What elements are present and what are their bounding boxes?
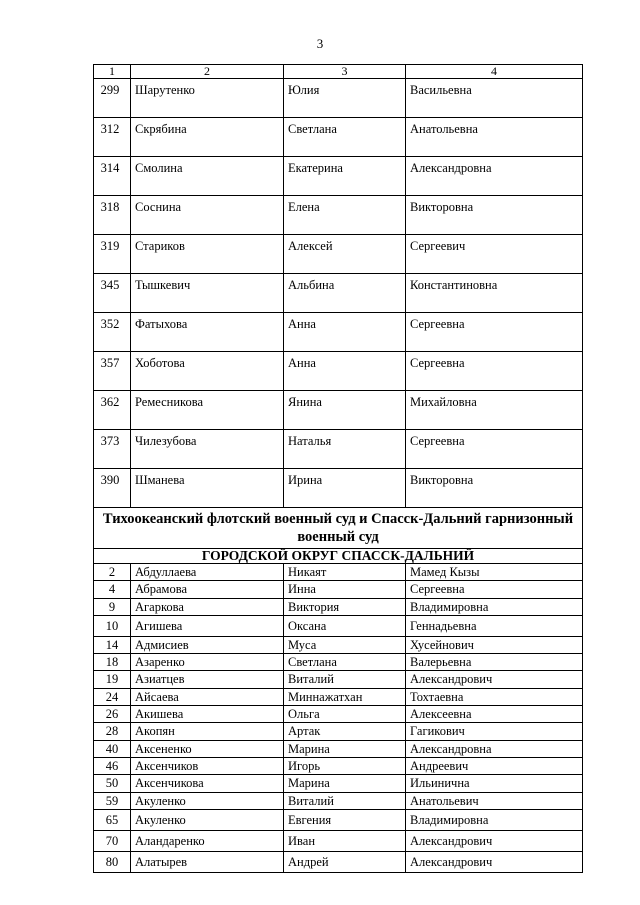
- row-number: 312: [94, 118, 131, 157]
- middle-name: Александрович: [406, 671, 583, 688]
- table-row: [94, 615, 583, 636]
- first-name: Марина: [284, 740, 406, 757]
- first-name: Инна: [284, 581, 406, 598]
- table-row: [94, 792, 583, 809]
- last-name: Ремесникова: [131, 391, 284, 430]
- first-name: Альбина: [284, 274, 406, 313]
- last-name: Акопян: [131, 723, 284, 740]
- row-number: 318: [94, 196, 131, 235]
- table-row: [94, 706, 583, 723]
- middle-name: Геннадьевна: [406, 615, 583, 636]
- first-name: Светлана: [284, 118, 406, 157]
- last-name: Шманева: [131, 469, 284, 508]
- last-name: Смолина: [131, 157, 284, 196]
- row-number: 19: [94, 671, 131, 688]
- table-row: [94, 79, 583, 118]
- last-name: Азиатцев: [131, 671, 284, 688]
- row-number: 50: [94, 775, 131, 792]
- row-number: 70: [94, 830, 131, 851]
- table-row: [94, 118, 583, 157]
- first-name: Наталья: [284, 430, 406, 469]
- middle-name: Андреевич: [406, 757, 583, 774]
- middle-name: Сергеевна: [406, 313, 583, 352]
- table-row: [94, 775, 583, 792]
- last-name: Хоботова: [131, 352, 284, 391]
- table-row: [94, 235, 583, 274]
- first-name: Никаят: [284, 564, 406, 581]
- middle-name: Сергеевна: [406, 352, 583, 391]
- first-name: Артак: [284, 723, 406, 740]
- row-number: 345: [94, 274, 131, 313]
- jurors-table: [93, 64, 583, 873]
- middle-name: Хусейнович: [406, 636, 583, 653]
- row-number: 314: [94, 157, 131, 196]
- row-number: 28: [94, 723, 131, 740]
- table-header-row: [94, 65, 583, 79]
- row-number: 40: [94, 740, 131, 757]
- table-row: [94, 740, 583, 757]
- table-row: [94, 469, 583, 508]
- middle-name: Ильиничнa: [406, 775, 583, 792]
- last-name: Скрябина: [131, 118, 284, 157]
- first-name: Муса: [284, 636, 406, 653]
- first-name: Виктория: [284, 598, 406, 615]
- row-number: 10: [94, 615, 131, 636]
- middle-name: Васильевна: [406, 79, 583, 118]
- table-row: [94, 352, 583, 391]
- last-name: Фатыхова: [131, 313, 284, 352]
- first-name: Ольга: [284, 706, 406, 723]
- row-number: 2: [94, 564, 131, 581]
- first-name: Оксана: [284, 615, 406, 636]
- table-row: [94, 671, 583, 688]
- last-name: Агаркова: [131, 598, 284, 615]
- middle-name: Александровна: [406, 740, 583, 757]
- page-number: 3: [316, 36, 324, 51]
- last-name: Айсаева: [131, 688, 284, 705]
- table-row: [94, 723, 583, 740]
- column-header: 1: [94, 65, 131, 79]
- last-name: Агишева: [131, 615, 284, 636]
- row-number: 65: [94, 809, 131, 830]
- last-name: Алатырев: [131, 851, 284, 872]
- middle-name: Тохтаевна: [406, 688, 583, 705]
- table-row: [94, 830, 583, 851]
- middle-name: Александровна: [406, 157, 583, 196]
- subsection-title: ГОРОДСКОЙ ОКРУГ СПАССК-ДАЛЬНИЙ: [94, 549, 583, 564]
- row-number: 390: [94, 469, 131, 508]
- middle-name: Мамед Кызы: [406, 564, 583, 581]
- middle-name: Гагикович: [406, 723, 583, 740]
- row-number: 373: [94, 430, 131, 469]
- first-name: Алексей: [284, 235, 406, 274]
- last-name: Акуленко: [131, 809, 284, 830]
- table-row: [94, 757, 583, 774]
- row-number: 24: [94, 688, 131, 705]
- first-name: Екатерина: [284, 157, 406, 196]
- middle-name: Александрович: [406, 851, 583, 872]
- subsection-header-row: [94, 549, 583, 564]
- last-name: Акишева: [131, 706, 284, 723]
- middle-name: Алексеевна: [406, 706, 583, 723]
- section-header-row: [94, 508, 583, 549]
- row-number: 59: [94, 792, 131, 809]
- column-header: 2: [131, 65, 284, 79]
- first-name: Виталий: [284, 792, 406, 809]
- middle-name: Владимировна: [406, 809, 583, 830]
- row-number: 362: [94, 391, 131, 430]
- table-row: [94, 274, 583, 313]
- last-name: Абрамова: [131, 581, 284, 598]
- table-row: [94, 809, 583, 830]
- middle-name: Сергеевич: [406, 235, 583, 274]
- row-number: 4: [94, 581, 131, 598]
- first-name: Елена: [284, 196, 406, 235]
- middle-name: Анатольевич: [406, 792, 583, 809]
- column-header: 4: [406, 65, 583, 79]
- last-name: Тышкевич: [131, 274, 284, 313]
- table-row: [94, 391, 583, 430]
- first-name: Миннажатхан: [284, 688, 406, 705]
- table-row: [94, 654, 583, 671]
- last-name: Адмисиев: [131, 636, 284, 653]
- last-name: Стариков: [131, 235, 284, 274]
- last-name: Чилезубова: [131, 430, 284, 469]
- first-name: Юлия: [284, 79, 406, 118]
- table-row: [94, 851, 583, 872]
- first-name: Иван: [284, 830, 406, 851]
- table-row: [94, 430, 583, 469]
- first-name: Игорь: [284, 757, 406, 774]
- middle-name: Владимировна: [406, 598, 583, 615]
- table-row: [94, 688, 583, 705]
- last-name: Акуленко: [131, 792, 284, 809]
- last-name: Шарутенко: [131, 79, 284, 118]
- middle-name: Валерьевна: [406, 654, 583, 671]
- row-number: 352: [94, 313, 131, 352]
- row-number: 26: [94, 706, 131, 723]
- middle-name: Викторовна: [406, 469, 583, 508]
- middle-name: Сергеевна: [406, 430, 583, 469]
- last-name: Аксененко: [131, 740, 284, 757]
- middle-name: Викторовна: [406, 196, 583, 235]
- section-title: Тихоокеанский флотский военный суд и Спасск-Дальний гарнизонный военный суд: [94, 508, 583, 549]
- row-number: 14: [94, 636, 131, 653]
- column-header: 3: [284, 65, 406, 79]
- row-number: 357: [94, 352, 131, 391]
- middle-name: Александрович: [406, 830, 583, 851]
- last-name: Абдуллаева: [131, 564, 284, 581]
- middle-name: Сергеевна: [406, 581, 583, 598]
- last-name: Соснина: [131, 196, 284, 235]
- middle-name: Анатольевна: [406, 118, 583, 157]
- table-row: [94, 564, 583, 581]
- row-number: 18: [94, 654, 131, 671]
- middle-name: Михайловна: [406, 391, 583, 430]
- last-name: Аксенчикова: [131, 775, 284, 792]
- row-number: 299: [94, 79, 131, 118]
- last-name: Азаренко: [131, 654, 284, 671]
- table-row: [94, 196, 583, 235]
- row-number: 319: [94, 235, 131, 274]
- row-number: 9: [94, 598, 131, 615]
- first-name: Евгения: [284, 809, 406, 830]
- row-number: 46: [94, 757, 131, 774]
- first-name: Анна: [284, 313, 406, 352]
- first-name: Марина: [284, 775, 406, 792]
- first-name: Виталий: [284, 671, 406, 688]
- first-name: Янина: [284, 391, 406, 430]
- table-row: [94, 157, 583, 196]
- last-name: Аксенчиков: [131, 757, 284, 774]
- first-name: Андрей: [284, 851, 406, 872]
- first-name: Ирина: [284, 469, 406, 508]
- table-row: [94, 636, 583, 653]
- first-name: Анна: [284, 352, 406, 391]
- row-number: 80: [94, 851, 131, 872]
- table-row: [94, 581, 583, 598]
- first-name: Светлана: [284, 654, 406, 671]
- middle-name: Константиновна: [406, 274, 583, 313]
- table-row: [94, 313, 583, 352]
- last-name: Аландаренко: [131, 830, 284, 851]
- table-row: [94, 598, 583, 615]
